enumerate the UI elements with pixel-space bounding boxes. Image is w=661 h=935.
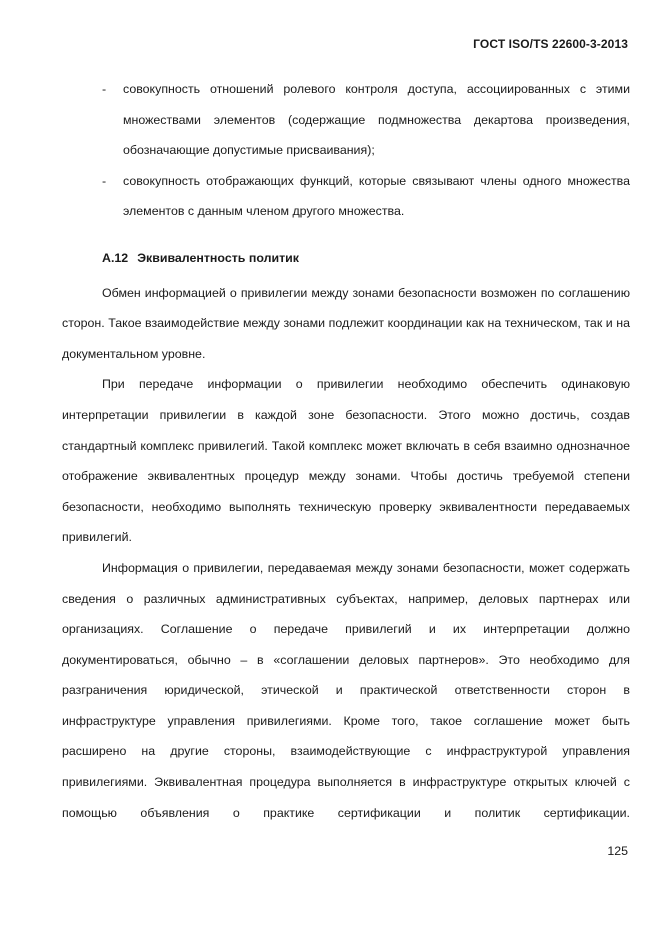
page-number: 125: [607, 844, 628, 858]
bullet-mark: -: [102, 173, 107, 188]
section-heading: [62, 243, 630, 274]
bullet-text: совокупность отношений ролевого контроля доступа, ассоциированных с этими множествами элементов (содержащие подмножества декартова произведения, обозначающие допустимые присваивания);: [123, 82, 630, 158]
section-number: А.12: [102, 250, 129, 265]
bullet-item: [62, 74, 630, 166]
paragraph: При передаче информации о привилегии необходимо обеспечить одинаковую интерпретации привилегии в каждой зоне безопасности. Этого можно достичь, создав стандартный комплекс привилегий. Такой комплекс может включать в себя взаимно однозначное отображение эквивалентных процедур между зонами. Чтобы достичь требуемой степени безопасности, необходимо выполнять техническую проверку эквивалентности передаваемых привилегий.: [62, 377, 630, 545]
bullet-text: совокупность отображающих функций, которые связывают члены одного множества элементов с данным членом другого множества.: [123, 173, 630, 219]
document-header: ГОСТ ISO/TS 22600-3-2013: [473, 37, 628, 51]
paragraph: Обмен информацией о привилегии между зонами безопасности возможен по соглашению сторон. Такое взаимодействие между зонами подлежит координации как на техническом, так и на документальном уровне.: [62, 285, 630, 361]
document-body: [62, 74, 630, 828]
bullet-mark: -: [102, 82, 107, 96]
section-title: Эквивалентность политик: [137, 250, 299, 265]
paragraph: Информация о привилегии, передаваемая между зонами безопасности, может содержать сведения о различных административных субъектах, например, деловых партнерах или организациях. Соглашение о передаче привилегий и их интерпретации должно документироваться, обычно – в «соглашении деловых партнеров». Это необходимо для разграничения юридической, этической и практической ответственности сторон в инфраструктуре управления привилегиями. Кроме того, такое соглашение может быть расширено на другие стороны, взаимодействующие с инфраструктурой управления привилегиями. Эквивалентная процедура выполняется в инфраструктуре открытых ключей с помощью объявления о практике сертификации и политик сертификации.: [62, 560, 630, 820]
bullet-item: [62, 166, 630, 227]
